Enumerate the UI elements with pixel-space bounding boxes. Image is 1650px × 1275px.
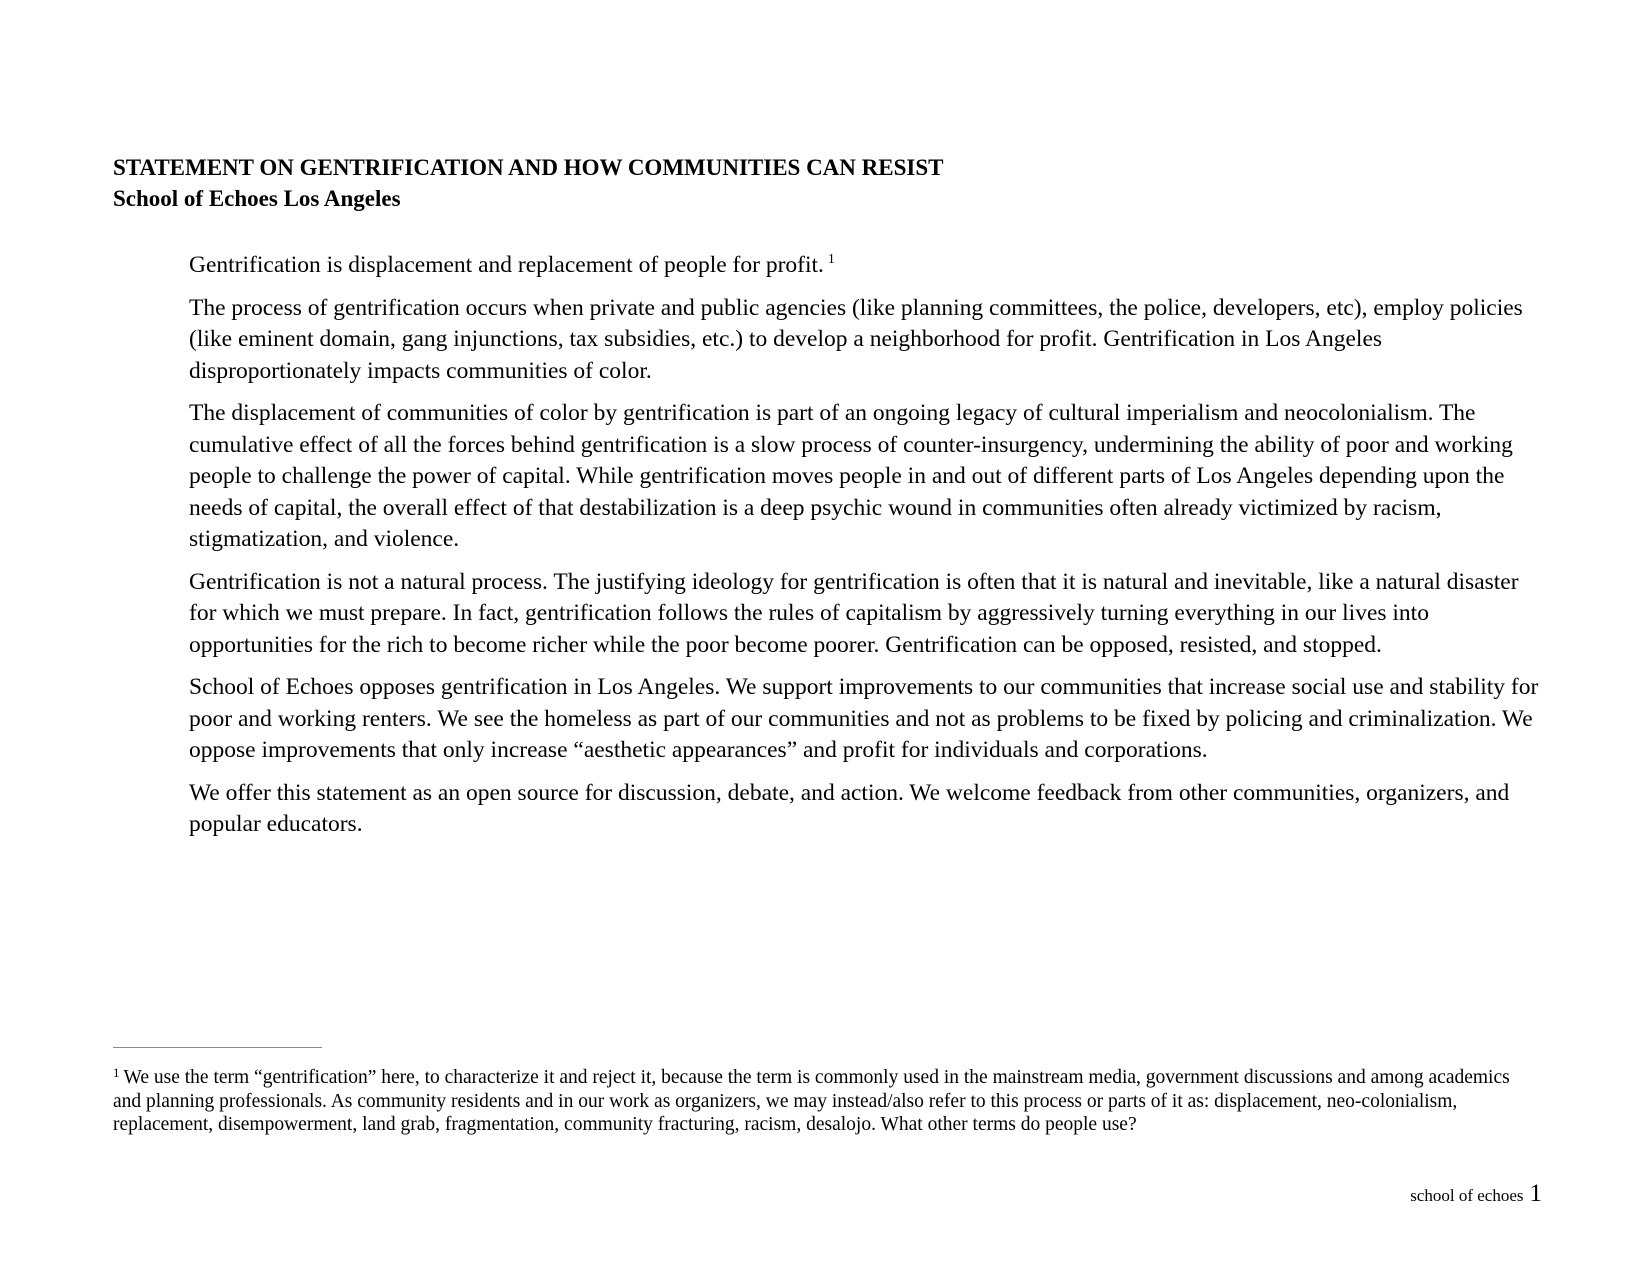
paragraph-3: The displacement of communities of color by gentrification is part of an ongoing legacy of cultural imperialism and neocolonialism. The cumulative effect of all the forces behind gentrification is a slow process of counter-insurgency, undermining the ability of poor and working people to challenge the power of capital. While gentrification moves people in and out of different parts of Los Angeles depending upon the needs of capital, the overall effect of that destabilization is a deep psychic wound in communities often already victimized by racism, stigmatization, and violence.	[189, 400, 1513, 552]
paragraph-1	[189, 244, 1549, 282]
footnote-marker: 1	[113, 1065, 120, 1080]
document-body	[189, 244, 1549, 852]
document-subtitle: School of Echoes Los Angeles	[113, 186, 401, 211]
document-header	[113, 152, 1513, 214]
footnote-divider	[113, 1047, 322, 1048]
footnote-text: We use the term “gentrification” here, to characterize it and reject it, because the term is commonly used in the mainstream media, government discussions and among academics and planning professionals. As community residents and in our work as organizers, we may instead/also refer to this process or parts of it as: displacement, neo-colonialism, replacement, disempowerment, land grab, fragmentation, community fracturing, racism, desalojo. What other terms do people use?	[113, 1067, 1510, 1135]
paragraph-2: The process of gentrification occurs when private and public agencies (like planning committees, the police, developers, etc), employ policies (like eminent domain, gang injunctions, tax subsidies, etc.) to develop a neighborhood for profit. Gentrification in Los Angeles disproportionately impacts communities of color.	[189, 294, 1523, 384]
footer-label: school of echoes	[1410, 1186, 1524, 1205]
paragraph-1-text: Gentrification is displacement and replacement of people for profit.	[189, 252, 824, 278]
paragraph-6: We offer this statement as an open source for discussion, debate, and action. We welcome feedback from other communities, organizers, and popular educators.	[189, 779, 1510, 837]
page-footer	[1410, 1180, 1542, 1208]
page-number: 1	[1529, 1180, 1542, 1207]
footnote	[113, 1061, 1533, 1137]
footnote-reference: 1	[827, 252, 835, 267]
paragraph-5: School of Echoes opposes gentrification in Los Angeles. We support improvements to our communities that increase social use and stability for poor and working renters. We see the homeless as part of our communities and not as problems to be fixed by policing and criminalization. We oppose improvements that only increase “aesthetic appearances” and profit for individuals and corporations.	[189, 674, 1539, 763]
paragraph-4: Gentrification is not a natural process. The justifying ideology for gentrification is often that it is natural and inevitable, like a natural disaster for which we must prepare. In fact, gentrification follows the rules of capitalism by aggressively turning everything in our lives into opportunities for the rich to become richer while the poor become poorer. Gentrification can be opposed, resisted, and stopped.	[189, 568, 1519, 658]
document-title: STATEMENT ON GENTRIFICATION AND HOW COMMUNITIES CAN RESIST	[113, 155, 944, 180]
